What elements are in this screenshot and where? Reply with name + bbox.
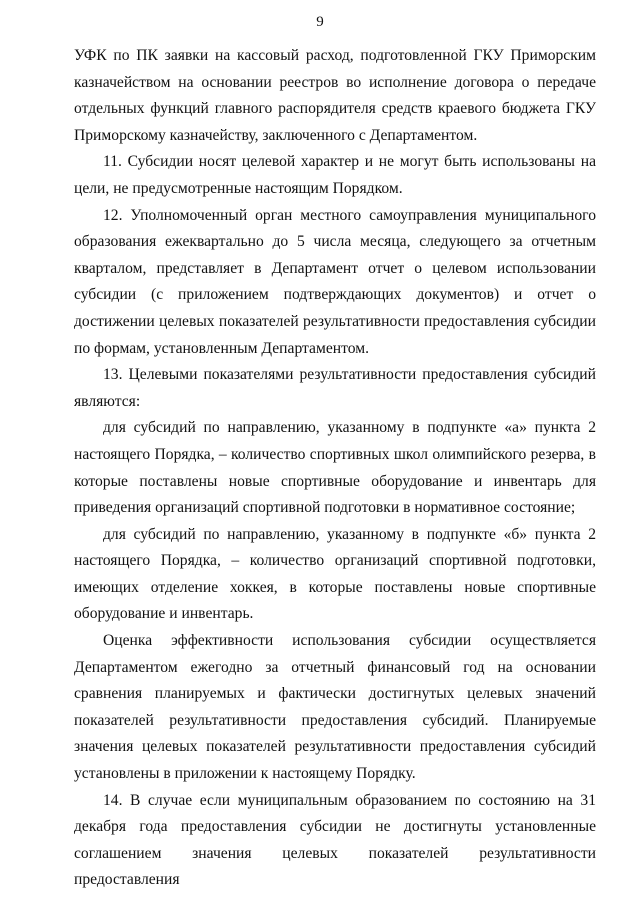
paragraph-continuation: УФК по ПК заявки на кассовый расход, подготовленной ГКУ Приморским казначейством на основании реестров во исполнение договора о передаче отдельных функций главного распорядителя средств краевого бюджета ГКУ Приморскому казначейству, заключенного с Департаментом.	[74, 47, 596, 144]
paragraph-13-item-a: для субсидий по направлению, указанному в подпункте «а» пункта 2 настоящего Порядка, – количество спортивных школ олимпийского резерва, в которые поставлены новые спортивные оборудование и инвентарь для приведения организаций спортивной подготовки в нормативное состояние;	[74, 419, 596, 517]
paragraph-13: 13. Целевыми показателями результативности предоставления субсидий являются:	[74, 366, 596, 410]
paragraph-12: 12. Уполномоченный орган местного самоуправления муниципального образования ежеквартально до 5 числа месяца, следующего за отчетным кварталом, представляет в Департамент отчет о целевом использовании субсидии (с приложением подтверждающих документов) и отчет о достижении целевых показателей результативности предоставления субсидии по формам, установленным Департаментом.	[74, 206, 596, 357]
paragraph-13-item-b: для субсидий по направлению, указанному в подпункте «б» пункта 2 настоящего Порядка, – количество организаций спортивной подготовки, имеющих отделение хоккея, в которые поставлены новые спортивные оборудование и инвентарь.	[74, 525, 596, 623]
paragraph-14: 14. В случае если муниципальным образованием по состоянию на 31 декабря года предоставления субсидии не достигнуты установленные соглашением значения целевых показателей результативности предоставления	[74, 791, 596, 889]
document-body	[74, 43, 596, 894]
paragraph-11: 11. Субсидии носят целевой характер и не могут быть использованы на цели, не предусмотренные настоящим Порядком.	[74, 153, 596, 197]
paragraph-13-evaluation: Оценка эффективности использования субсидии осуществляется Департаментом ежегодно за отчетный финансовый год на основании сравнения планируемых и фактически достигнутых целевых значений показателей результативности предоставления субсидий. Планируемые значения целевых показателей результативности предоставления субсидий установлены в приложении к настоящему Порядку.	[74, 632, 596, 783]
page-number: 9	[316, 14, 324, 30]
